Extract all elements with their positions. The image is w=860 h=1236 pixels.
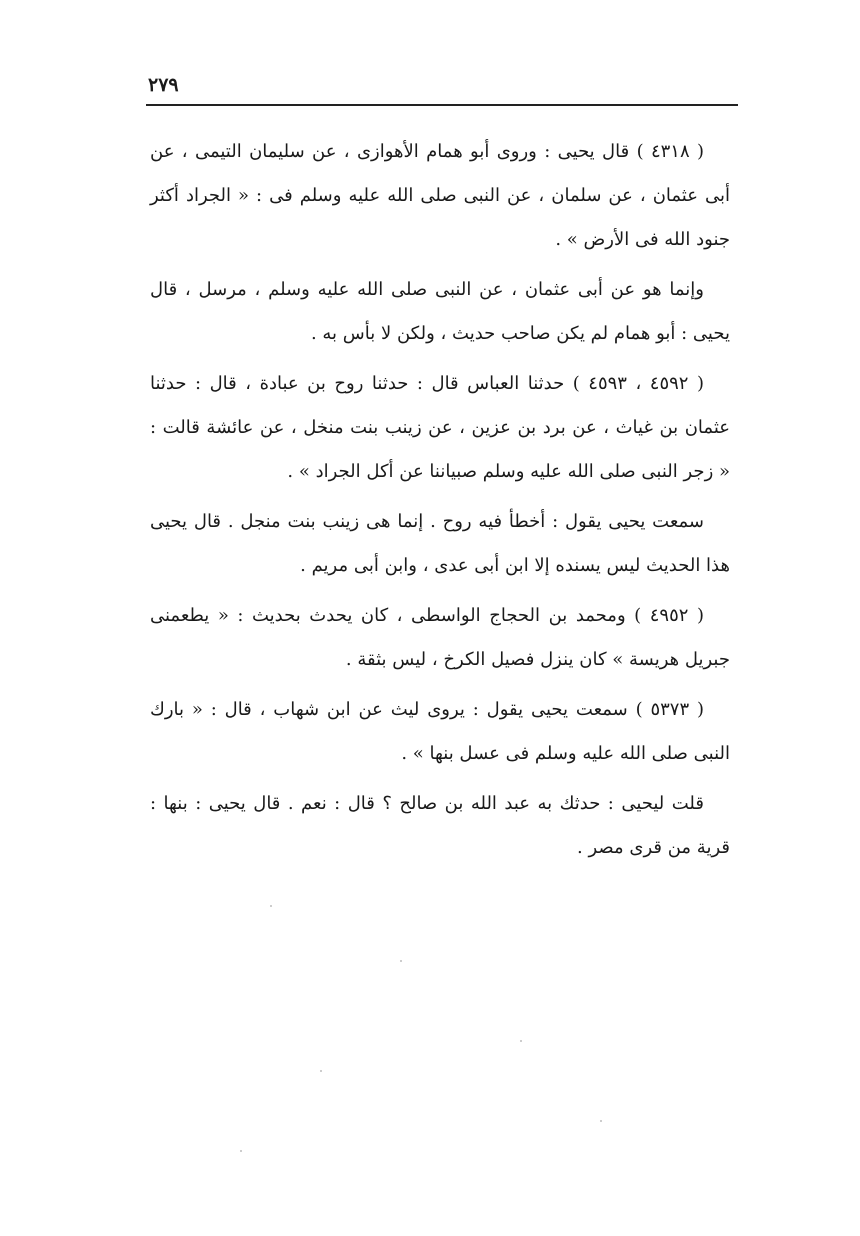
scan-speck (600, 1120, 602, 1122)
scan-speck (520, 1040, 522, 1042)
scan-speck (240, 1150, 242, 1152)
paragraph-comment-1: وإنما هو عن أبى عثمان ، عن النبى صلى الله عليه وسلم ، مرسل ، قال يحيى : أبو همام لم يكن صاحب حديث ، ولكن لا بأس به . (150, 279, 730, 344)
scan-speck (270, 905, 272, 907)
document-body (150, 130, 730, 870)
scan-speck (320, 1070, 322, 1072)
paragraph-4318: ( ٤٣١٨ ) قال يحيى : وروى أبو همام الأهوازى ، عن سليمان التيمى ، عن أبى عثمان ، عن سلمان ، عن النبى صلى الله عليه وسلم فى : « الجراد أكثر جنود الله فى الأرض » . (150, 141, 730, 250)
paragraph-4952: ( ٤٩٥٢ ) ومحمد بن الحجاج الواسطى ، كان يحدث بحديث : « يطعمنى جبريل هريسة » كان ينزل فصيل الكرخ ، ليس بثقة . (150, 605, 730, 670)
header-rule (146, 104, 738, 106)
page-number: ٢٧٩ (148, 74, 179, 96)
scan-speck (400, 960, 402, 962)
paragraph-4592: ( ٤٥٩٢ ، ٤٥٩٣ ) حدثنا العباس قال : حدثنا روح بن عبادة ، قال : حدثنا عثمان بن غياث ، عن برد بن عزين ، عن زينب بنت منخل ، عن عائشة قالت : « زجر النبى صلى الله عليه وسلم صبياننا عن أكل الجراد » . (150, 373, 730, 482)
paragraph-comment-3: قلت ليحيى : حدثك به عبد الله بن صالح ؟ قال : نعم . قال يحيى : بنها : قرية من قرى مصر . (150, 793, 730, 858)
paragraph-5373: ( ٥٣٧٣ ) سمعت يحيى يقول : يروى ليث عن ابن شهاب ، قال : « بارك النبى صلى الله عليه وسلم فى عسل بنها » . (150, 699, 730, 764)
paragraph-comment-2: سمعت يحيى يقول : أخطأ فيه روح . إنما هى زينب بنت منجل . قال يحيى هذا الحديث ليس يسنده إلا ابن أبى عدى ، وابن أبى مريم . (150, 511, 730, 576)
